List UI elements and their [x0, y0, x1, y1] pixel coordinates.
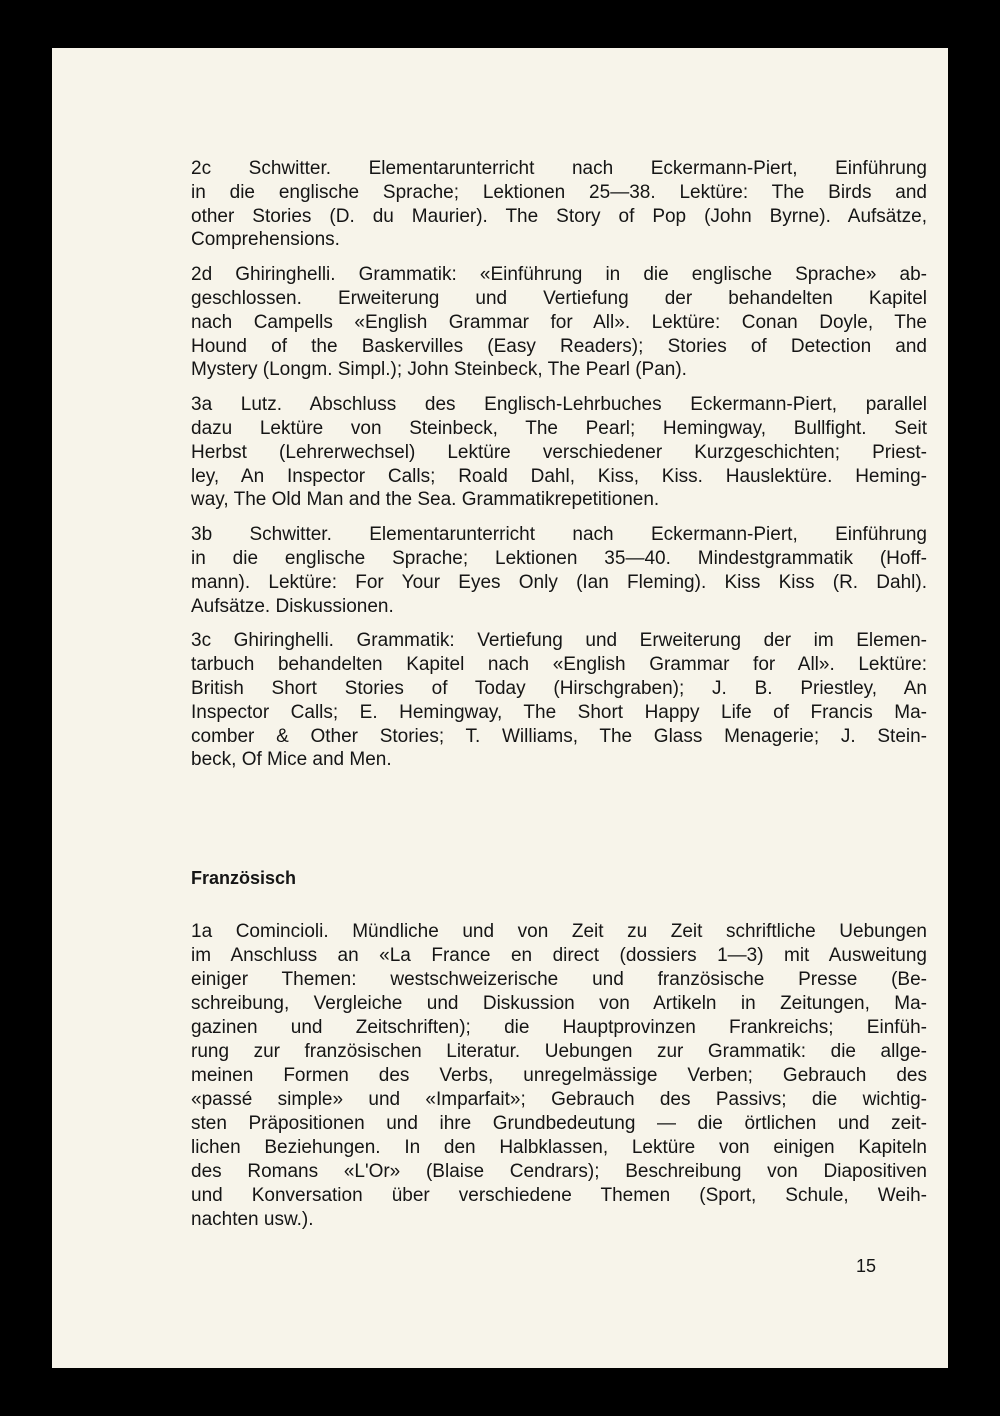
text-line: Hound of the Baskervilles (Easy Readers); Stories of Detection and: [191, 335, 927, 357]
text-line: in die englische Sprache; Lektionen 35—40. Mindestgrammatik (Hoff-: [191, 547, 927, 569]
text-line: gazinen und Zeitschriften); die Hauptprovinzen Frankreichs; Einfüh-: [191, 1017, 927, 1038]
text-line: tarbuch behandelten Kapitel nach «English Grammar for All». Lektüre:: [191, 654, 927, 676]
document-page: [52, 48, 948, 1368]
text-line: mann). Lektüre: For Your Eyes Only (Ian Fleming). Kiss Kiss (R. Dahl).: [191, 571, 927, 593]
text-line: 3a Lutz. Abschluss des Englisch-Lehrbuches Eckermann-Piert, parallel: [191, 394, 927, 416]
paragraph-2c: [191, 157, 927, 252]
text-line: Aufsätze. Diskussionen.: [191, 595, 394, 617]
text-line: einiger Themen: westschweizerische und französische Presse (Be-: [191, 969, 927, 990]
text-line: 3c Ghiringhelli. Grammatik: Vertiefung und Erweiterung der im Elemen-: [191, 630, 927, 652]
text-line: nach Campells «English Grammar for All». Lektüre: Conan Doyle, The: [191, 311, 927, 333]
text-line: meinen Formen des Verbs, unregelmässige Verben; Gebrauch des: [191, 1065, 927, 1086]
page-number: 15: [855, 1256, 876, 1276]
paragraph-2d: [191, 263, 927, 382]
text-line: im Anschluss an «La France en direct (dossiers 1—3) mit Ausweitung: [191, 945, 927, 966]
text-line: und Konversation über verschiedene Themen (Sport, Schule, Weih-: [191, 1185, 927, 1206]
text-line: comber & Other Stories; T. Williams, The Glass Menagerie; J. Stein-: [191, 725, 927, 747]
section-heading-franzoesisch: Französisch: [191, 868, 297, 888]
text-line: Mystery (Longm. Simpl.); John Steinbeck, The Pearl (Pan).: [191, 359, 687, 381]
text-line: British Short Stories of Today (Hirschgraben); J. B. Priestley, An: [191, 677, 927, 699]
paragraph-1a: [191, 920, 927, 1232]
text-line: 2d Ghiringhelli. Grammatik: «Einführung in die englische Sprache» ab-: [191, 264, 927, 286]
text-line: «passé simple» und «Imparfait»; Gebrauch des Passivs; die wichtig-: [191, 1089, 927, 1110]
text-line: des Romans «L'Or» (Blaise Cendrars); Beschreibung von Diapositiven: [191, 1161, 927, 1182]
text-line: way, The Old Man and the Sea. Grammatikrepetitionen.: [191, 489, 660, 511]
text-line: Comprehensions.: [191, 229, 340, 251]
text-line: other Stories (D. du Maurier). The Story of Pop (John Byrne). Aufsätze,: [191, 205, 927, 227]
paragraph-3b: [191, 523, 927, 618]
text-line: 3b Schwitter. Elementarunterricht nach Eckermann-Piert, Einführung: [191, 524, 927, 546]
text-line: Herbst (Lehrerwechsel) Lektüre verschiedener Kurzgeschichten; Priest-: [191, 441, 927, 463]
text-line: sten Präpositionen und ihre Grundbedeutung — die örtlichen und zeit-: [191, 1113, 927, 1134]
paragraph-3c: [191, 629, 927, 772]
text-line: 2c Schwitter. Elementarunterricht nach Eckermann-Piert, Einführung: [191, 158, 927, 179]
text-line: rung zur französischen Literatur. Uebungen zur Grammatik: die allge-: [191, 1041, 927, 1062]
text-line: lichen Beziehungen. In den Halbklassen, Lektüre von einigen Kapiteln: [191, 1137, 927, 1158]
text-line: in die englische Sprache; Lektionen 25—38. Lektüre: The Birds and: [191, 181, 927, 203]
text-line: Inspector Calls; E. Hemingway, The Short Happy Life of Francis Ma-: [191, 701, 927, 723]
text-line: schreibung, Vergleiche und Diskussion von Artikeln in Zeitungen, Ma-: [191, 993, 927, 1014]
paragraph-3a: [191, 393, 927, 512]
text-line: 1a Comincioli. Mündliche und von Zeit zu Zeit schriftliche Uebungen: [191, 921, 927, 942]
english-section: [191, 157, 927, 783]
text-line: ley, An Inspector Calls; Roald Dahl, Kiss, Kiss. Hauslektüre. Heming-: [191, 465, 927, 487]
text-line: geschlossen. Erweiterung und Vertiefung der behandelten Kapitel: [191, 287, 927, 309]
text-line: nachten usw.).: [191, 1209, 314, 1230]
text-line: beck, Of Mice and Men.: [191, 749, 392, 771]
text-line: dazu Lektüre von Steinbeck, The Pearl; Hemingway, Bullfight. Seit: [191, 417, 927, 439]
